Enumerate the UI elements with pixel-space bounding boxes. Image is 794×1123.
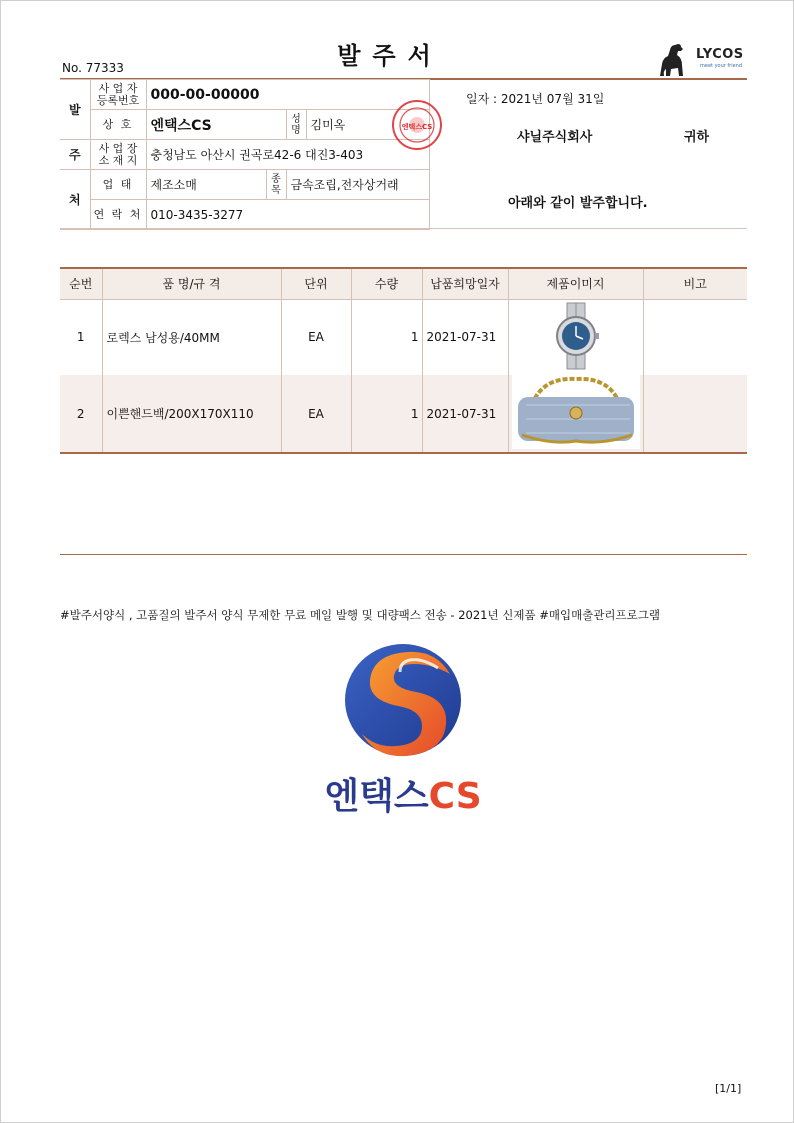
issuer-side-label-1: 발 xyxy=(60,80,90,140)
s-swirl-icon xyxy=(318,640,488,770)
page-number: [1/1] xyxy=(715,1082,742,1095)
dog-icon xyxy=(656,42,694,78)
brand-logo xyxy=(656,42,748,80)
col-header-no: 순번 xyxy=(60,268,102,299)
contact-value: 010-3435-3277 xyxy=(146,200,430,230)
footer-note: #발주서양식 , 고품질의 발주서 양식 무제한 무료 메일 발행 및 대량팩스 전송 - 2021년 신제품 #매입매출관리프로그램 xyxy=(60,608,660,622)
document-number: No. 77333 xyxy=(62,61,124,75)
table-row xyxy=(60,299,747,375)
col-header-date: 납품희망일자 xyxy=(422,268,508,299)
row-name: 로렉스 남성용/40MM xyxy=(102,299,281,375)
issuer-side-label-2: 주 xyxy=(60,140,90,170)
row-qty: 1 xyxy=(351,299,422,375)
contact-label: 연 락 처 xyxy=(90,200,146,230)
row-unit: EA xyxy=(281,375,351,453)
info-bottom-rule xyxy=(60,228,747,229)
brand-tagline: meet your friend xyxy=(700,63,743,69)
business-type-label: 업 태 xyxy=(90,170,146,200)
row-image xyxy=(508,299,643,375)
items-table xyxy=(60,267,747,454)
row-image xyxy=(508,375,643,453)
col-header-name: 품 명/규 격 xyxy=(102,268,281,299)
wristwatch-image xyxy=(546,301,606,371)
table-row xyxy=(60,375,747,453)
summary-rule xyxy=(60,554,747,555)
reg-number-label: 사 업 자 등록번호 xyxy=(90,80,146,110)
issuer-side-label-3: 처 xyxy=(60,170,90,230)
row-name: 이쁜핸드백/200X170X110 xyxy=(102,375,281,453)
recipient-name: 샤닐주식회사 xyxy=(517,130,593,145)
row-no: 2 xyxy=(60,375,102,453)
name-label: 성 명 xyxy=(286,110,306,140)
recipient-suffix: 귀하 xyxy=(684,130,710,145)
company-logo xyxy=(318,640,488,820)
address-value: 충청남도 아산시 권곡로42-6 대진3-403 xyxy=(146,140,430,170)
company-value: 엔택스CS xyxy=(146,110,286,140)
issuer-table xyxy=(60,79,430,230)
logo-wordmark: 엔택스CS xyxy=(324,776,482,817)
col-header-qty: 수량 xyxy=(351,268,422,299)
order-date: 일자 : 2021년 07월 31일 xyxy=(466,92,605,106)
row-unit: EA xyxy=(281,299,351,375)
business-item-label: 종 목 xyxy=(266,170,286,200)
company-seal xyxy=(390,98,444,152)
handbag-image xyxy=(512,375,640,449)
business-type-value: 제조소매 xyxy=(146,170,266,200)
row-remark xyxy=(643,375,747,453)
row-date: 2021-07-31 xyxy=(422,299,508,375)
address-label: 사 업 장 소 재 지 xyxy=(90,140,146,170)
row-date: 2021-07-31 xyxy=(422,375,508,453)
brand-name: LYCOS xyxy=(696,47,744,62)
page-title: 발주서 xyxy=(337,42,443,70)
row-qty: 1 xyxy=(351,375,422,453)
name-value: 김미옥 xyxy=(306,110,430,140)
business-item-value: 금속조립,전자상거래 xyxy=(286,170,430,200)
order-notice: 아래와 같이 발주합니다. xyxy=(508,196,648,211)
seal-text: 엔택스CS xyxy=(401,123,433,131)
row-remark xyxy=(643,299,747,375)
col-header-unit: 단위 xyxy=(281,268,351,299)
row-no: 1 xyxy=(76,330,85,345)
reg-number-value: 000-00-00000 xyxy=(146,80,430,110)
company-label: 상 호 xyxy=(90,110,146,140)
col-header-remark: 비고 xyxy=(643,268,747,299)
col-header-image: 제품이미지 xyxy=(508,268,643,299)
